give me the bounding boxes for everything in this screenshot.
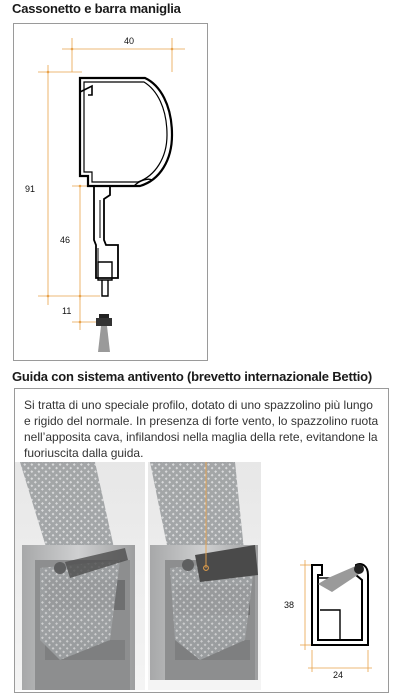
photo-guide-closed [15,462,145,690]
section-title-guida: Guida con sistema antivento (brevetto internazionale Bettio) [12,369,373,384]
section-title-cassonetto: Cassonetto e barra maniglia [12,1,181,16]
dim-width-40: 40 [124,36,135,46]
guide-profile-drawing [300,560,372,672]
dim-handle-46: 46 [60,235,71,245]
dim-height-38: 38 [284,600,295,610]
description-line: e rigido del normale. In presenza di forte vento, lo spazzolino ruota [24,414,379,428]
description-line: nell’apposita cava, infilandosi nella maglia della rete, evitandone la [24,430,378,444]
photo-guide-wind [148,462,261,690]
dim-width-24: 24 [333,670,344,680]
dim-bottom-11: 11 [62,306,72,316]
description-line: fuoriuscita dalla guida. [24,446,144,460]
dim-height-91: 91 [25,184,36,194]
description-line: Si tratta di uno speciale profilo, dotato di uno spazzolino più lungo [24,398,373,412]
